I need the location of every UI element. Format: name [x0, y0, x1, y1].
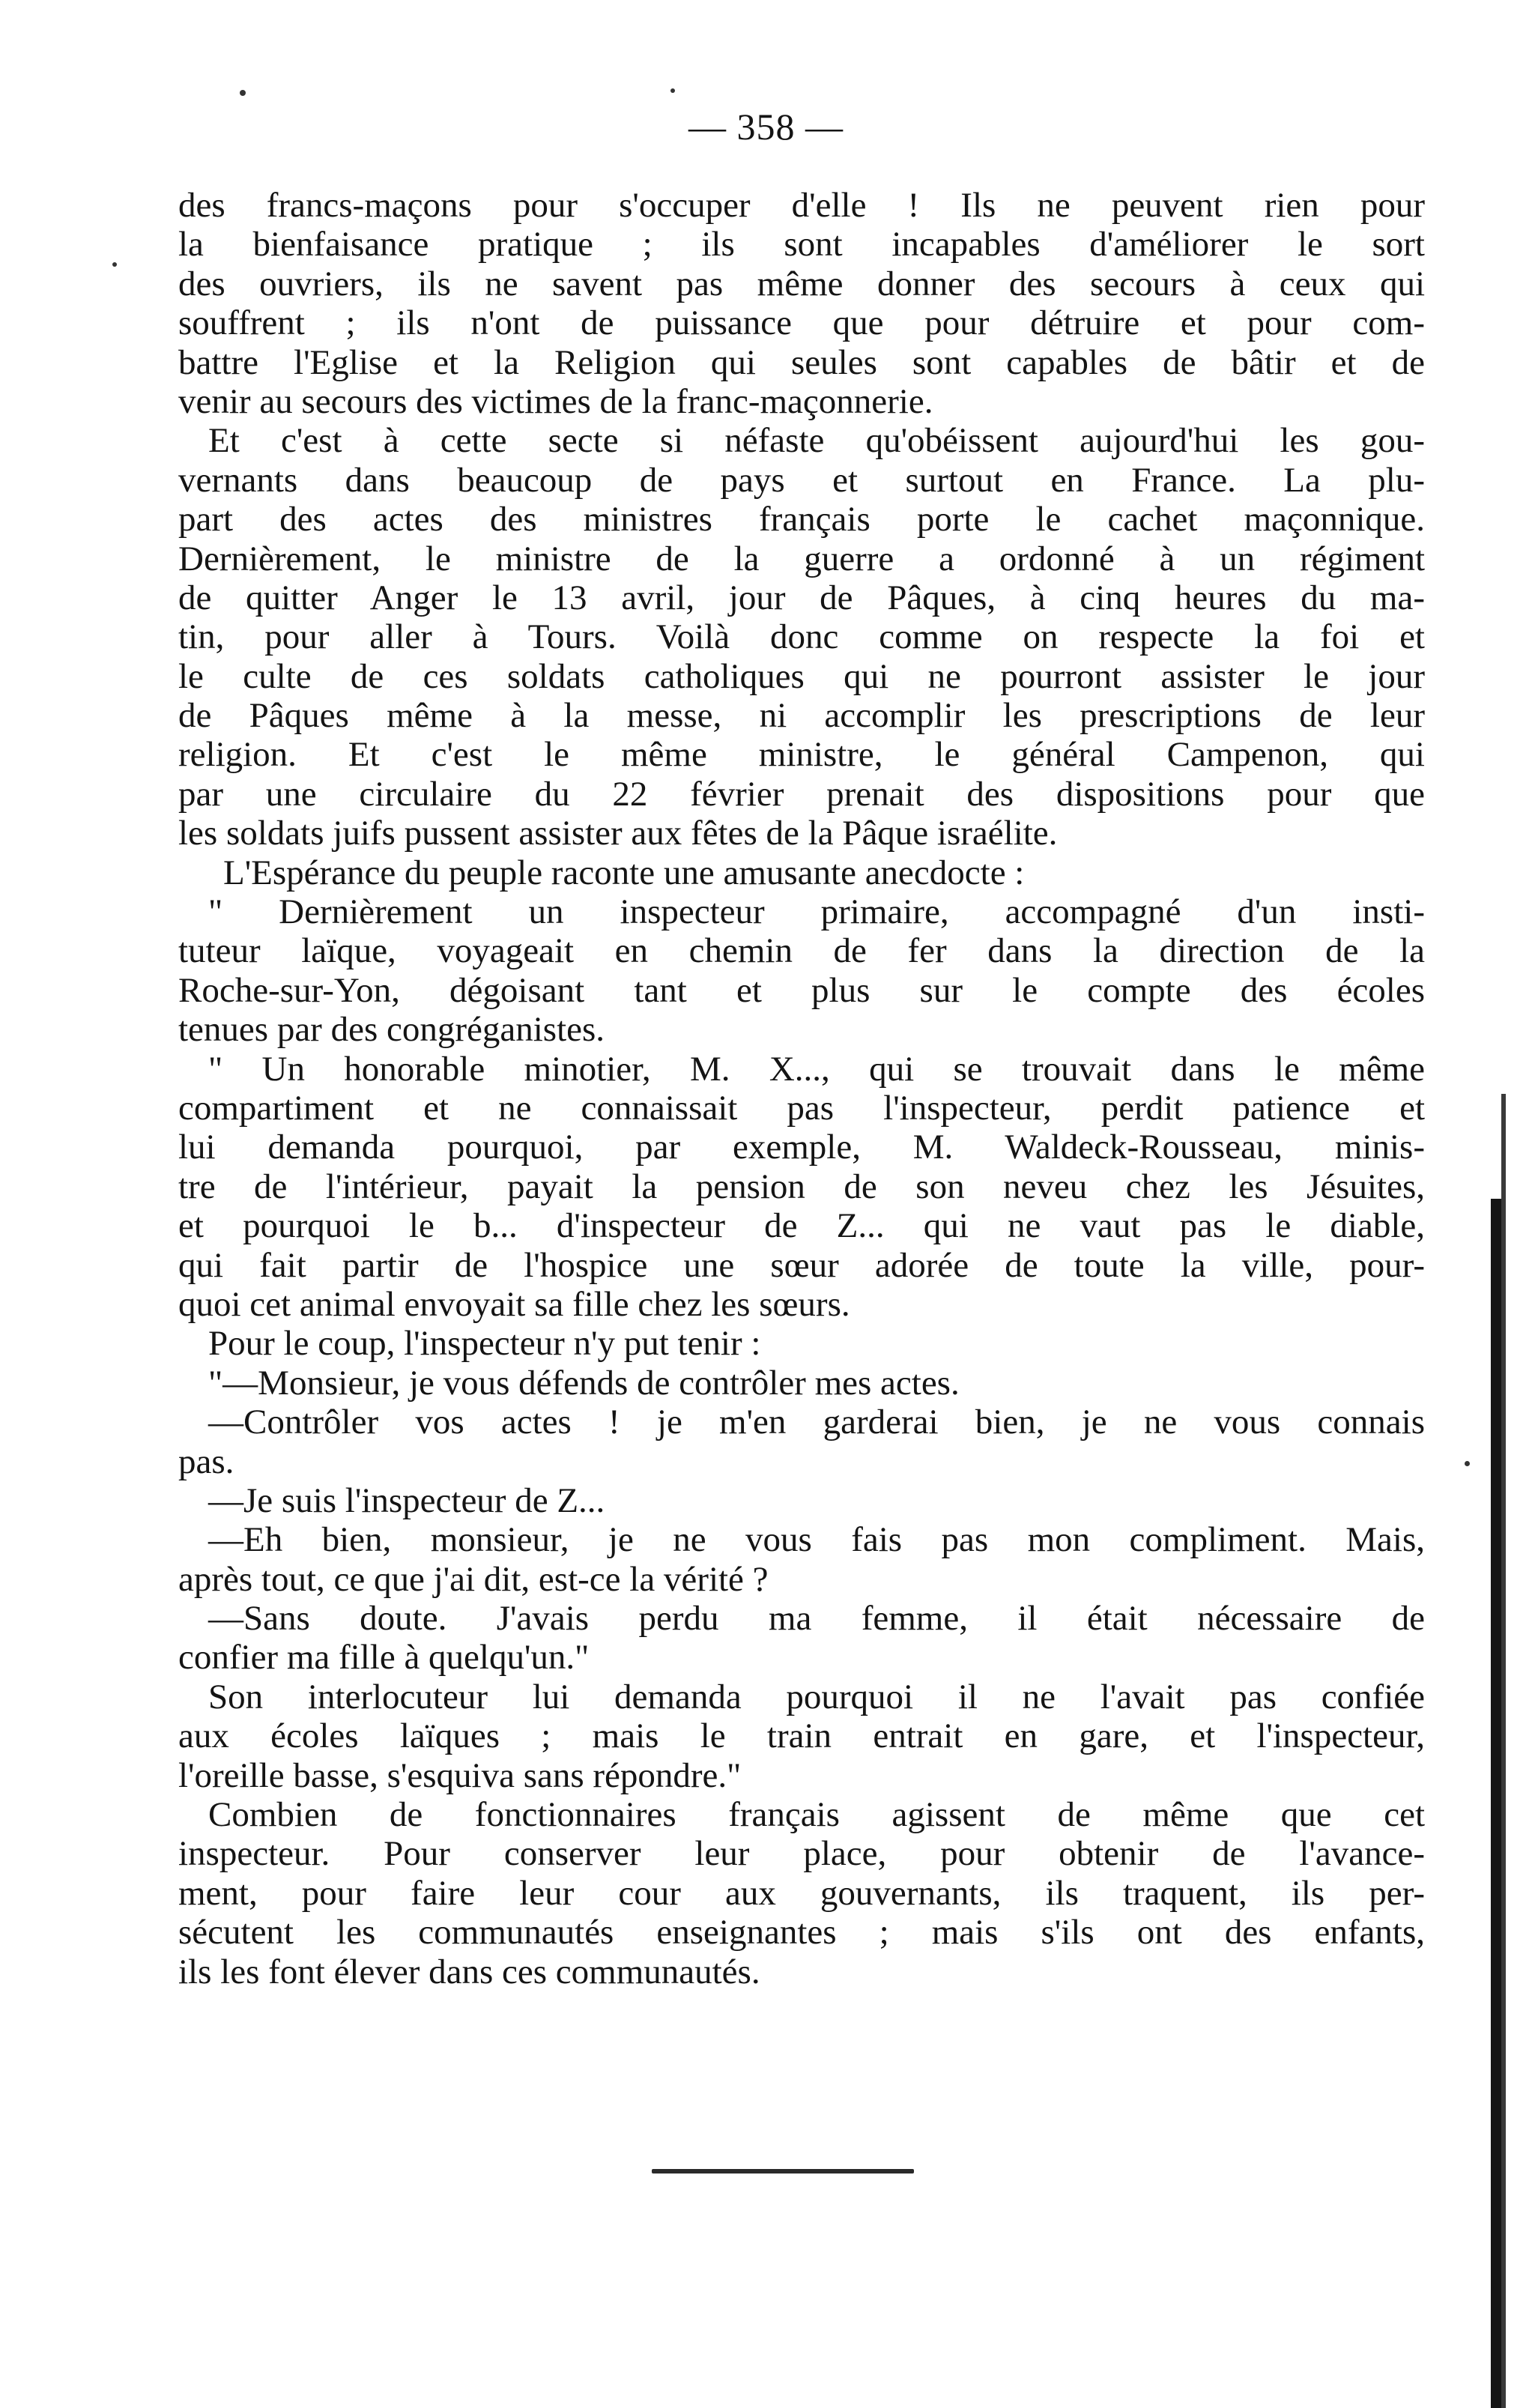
text-line: tuteur laïque, voyageait en chemin de fer dans la direction de la	[178, 931, 1425, 971]
print-speck	[112, 262, 117, 267]
text-line: " Un honorable minotier, M. X..., qui se trouvait dans le même	[208, 1049, 1425, 1089]
text-line: Combien de fonctionnaires français agissent de même que cet	[208, 1795, 1425, 1835]
text-line: vernants dans beaucoup de pays et surtout en France. La plu-	[178, 460, 1425, 500]
text-line: part des actes des ministres français porte le cachet maçonnique.	[178, 500, 1425, 539]
text-line: tenues par des congréganistes.	[178, 1010, 605, 1050]
text-line: sécutent les communautés enseignantes ; mais s'ils ont des enfants,	[178, 1913, 1425, 1952]
text-line: des ouvriers, ils ne savent pas même donner des secours à ceux qui	[178, 264, 1425, 303]
page-edge-shadow-dark	[1491, 1199, 1501, 2408]
text-line: —Je suis l'inspecteur de Z...	[208, 1480, 605, 1520]
text-line: Et c'est à cette secte si néfaste qu'obéissent aujourd'hui les gou-	[208, 421, 1425, 461]
text-line: le culte de ces soldats catholiques qui ne pourront assister le jour	[178, 656, 1425, 696]
text-line: L'Espérance du peuple raconte une amusante anecdocte :	[223, 853, 1025, 892]
text-line: de quitter Anger le 13 avril, jour de Pâques, à cinq heures du ma-	[178, 578, 1425, 617]
text-line: Roche-sur-Yon, dégoisant tant et plus sur le compte des écoles	[178, 970, 1425, 1010]
text-line: Son interlocuteur lui demanda pourquoi il ne l'avait pas confiée	[208, 1677, 1425, 1716]
text-line: Pour le coup, l'inspecteur n'y put tenir :	[208, 1324, 761, 1364]
text-line: compartiment et ne connaissait pas l'inspecteur, perdit patience et	[178, 1088, 1425, 1128]
text-line: de Pâques même à la messe, ni accomplir les prescriptions de leur	[178, 696, 1425, 736]
text-line: aux écoles laïques ; mais le train entrait en gare, et l'inspecteur,	[178, 1716, 1425, 1756]
text-line: des francs-maçons pour s'occuper d'elle ! Ils ne peuvent rien pour	[178, 186, 1425, 225]
print-speck	[240, 90, 246, 96]
text-line: la bienfaisance pratique ; ils sont incapables d'améliorer le sort	[178, 225, 1425, 264]
text-line: ment, pour faire leur cour aux gouvernants, ils traquent, ils per-	[178, 1873, 1425, 1913]
print-speck	[670, 88, 675, 93]
text-line: quoi cet animal envoyait sa fille chez les sœurs.	[178, 1284, 850, 1324]
text-line: —Eh bien, monsieur, je ne vous fais pas mon compliment. Mais,	[208, 1520, 1425, 1560]
text-line: après tout, ce que j'ai dit, est-ce la vérité ?	[178, 1559, 769, 1599]
body-text	[178, 186, 1425, 1991]
text-line: les soldats juifs pussent assister aux fêtes de la Pâque israélite.	[178, 814, 1058, 853]
text-line: battre l'Eglise et la Religion qui seules sont capables de bâtir et de	[178, 342, 1425, 382]
text-line: tin, pour aller à Tours. Voilà donc comme on respecte la foi et	[178, 617, 1425, 657]
text-line: ils les font élever dans ces communautés.	[178, 1952, 760, 1991]
text-line: lui demanda pourquoi, par exemple, M. Waldeck-Rousseau, minis-	[178, 1128, 1425, 1167]
text-line: inspecteur. Pour conserver leur place, pour obtenir de l'avance-	[178, 1834, 1425, 1874]
text-line: —Sans doute. J'avais perdu ma femme, il était nécessaire de	[208, 1599, 1425, 1639]
text-line: tre de l'intérieur, payait la pension de son neveu chez les Jésuites,	[178, 1167, 1425, 1206]
text-line: pas.	[178, 1442, 234, 1481]
print-speck	[1465, 1461, 1470, 1466]
text-line: et pourquoi le b... d'inspecteur de Z... qui ne vaut pas le diable,	[178, 1206, 1425, 1246]
text-line: " Dernièrement un inspecteur primaire, accompagné d'un insti-	[208, 892, 1425, 932]
text-line: par une circulaire du 22 février prenait des dispositions pour que	[178, 774, 1425, 814]
text-line: Dernièrement, le ministre de la guerre a ordonné à un régiment	[178, 539, 1425, 578]
page-edge-shadow	[1501, 1094, 1506, 2408]
text-line: qui fait partir de l'hospice une sœur adorée de toute la ville, pour-	[178, 1245, 1425, 1285]
text-line: souffrent ; ils n'ont de puissance que pour détruire et pour com-	[178, 303, 1425, 343]
end-of-section-rule	[652, 2169, 914, 2173]
text-line: "—Monsieur, je vous défends de contrôler mes actes.	[208, 1363, 960, 1403]
text-line: —Contrôler vos actes ! je m'en garderai bien, je ne vous connais	[208, 1403, 1425, 1442]
text-line: venir au secours des victimes de la franc-maçonnerie.	[178, 381, 933, 421]
text-line: l'oreille basse, s'esquiva sans répondre."	[178, 1755, 742, 1795]
text-line: confier ma fille à quelqu'un."	[178, 1638, 590, 1678]
page-number: — 358 —	[688, 106, 844, 148]
text-line: religion. Et c'est le même ministre, le général Campenon, qui	[178, 735, 1425, 775]
